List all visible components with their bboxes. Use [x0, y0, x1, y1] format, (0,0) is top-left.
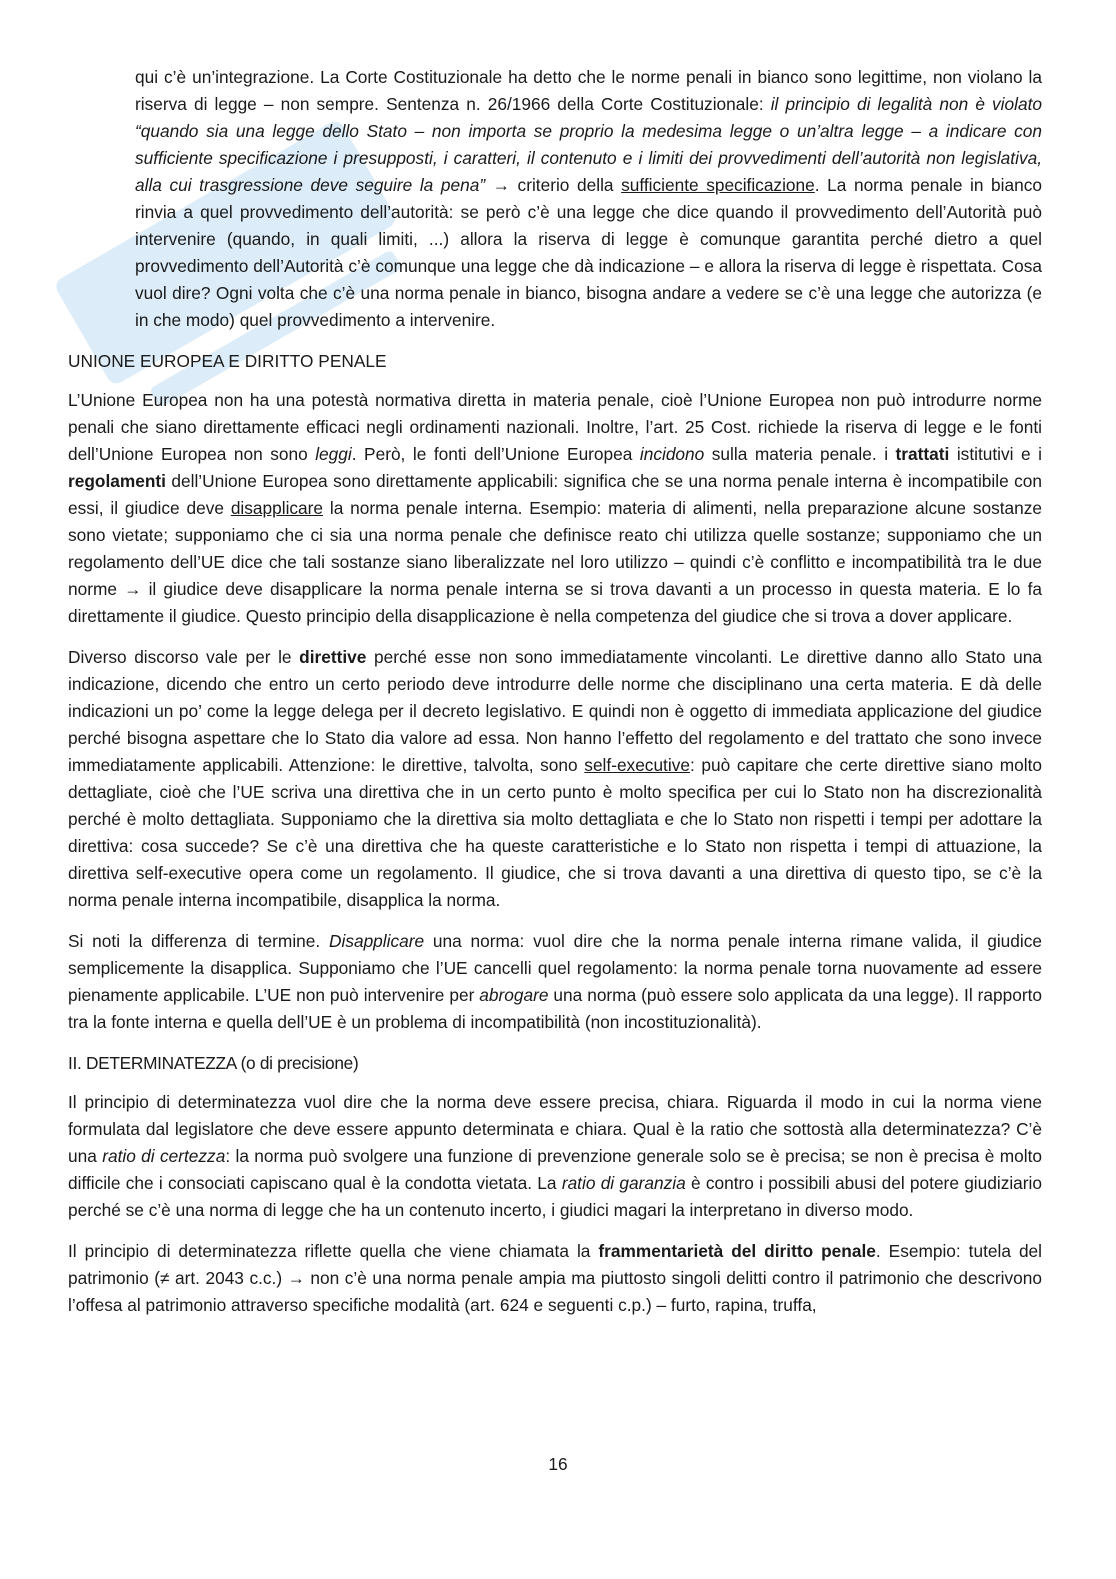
section-heading-determinatezza: II. DETERMINATEZZA (o di precisione) [68, 1053, 359, 1073]
paragraph-norme-in-bianco: qui c’è un’integrazione. La Corte Costituzionale ha detto che le norme penali in bianco sono legittime, non violano la riserva di legge – non sempre. Sentenza n. 26/1966 della Corte Costituzionale: il principio di legalità non è violato “quando sia una legge dello Stato – non importa se proprio la medesima legge o un’altra legge – a indicare con sufficiente specificazione i presupposti, i caratteri, il contenuto e i limiti dei provvedimenti dell’autorità non legislativa, alla cui trasgressione deve seguire la pena” → criterio della sufficiente specificazione. La norma penale in bianco rinvia a quel provvedimento dell’autorità: se però c’è una legge che dice quando il provvedimento dell’Autorità può intervenire (quando, in quali limiti, ...) allora la riserva di legge è comunque garantita perché dietro a quel provvedimento dell’Autorità c’è comunque una legge che dà indicazione – e allora la riserva di legge è rispettata. Cosa vuol dire? Ogni volta che c’è una norma penale in bianco, bisogna andare a vedere se c’è una legge che autorizza (e in che modo) quel provvedimento a intervenire. [135, 67, 1042, 330]
section-heading-ue: UNIONE EUROPEA E DIRITTO PENALE [68, 351, 387, 371]
document-page [68, 64, 1042, 1333]
paragraph-ue-fonti: L’Unione Europea non ha una potestà normativa diretta in materia penale, cioè l’Unione Europea non può introdurre norme penali che siano direttamente efficaci negli ordinamenti nazionali. Inoltre, l’art. 25 Cost. richiede la riserva di legge e le fonti dell’Unione Europea non sono leggi. Però, le fonti dell’Unione Europea incidono sulla materia penale. i trattati istitutivi e i regolamenti dell’Unione Europea sono direttamente applicabili: significa che se una norma penale interna è incompatibile con essi, il giudice deve disapplicare la norma penale interna. Esempio: materia di alimenti, nella preparazione alcune sostanze sono vietate; supponiamo che ci sia una norma penale che definisce reato chi utilizza quelle sostanze; supponiamo che un regolamento dell’UE dice che tali sostanze siano liberalizzate nel loro utilizzo – quindi c’è conflitto e incompatibilità tra le due norme → il giudice deve disapplicare la norma penale interna se si trova davanti a un processo in questa materia. E lo fa direttamente il giudice. Questo principio della disapplicazione è nella competenza del giudice che si trova a dover applicare. [68, 390, 1043, 626]
paragraph-disapplicare: Si noti la differenza di termine. Disapplicare una norma: vuol dire che la norma penale interna rimane valida, il giudice semplicemente la disapplica. Supponiamo che l’UE cancelli quel regolamento: la norma penale torna nuovamente ad essere pienamente applicabile. L’UE non può intervenire per abrogare una norma (può essere solo applicata da una legge). Il rapporto tra la fonte interna e quella dell’UE è un problema di incompatibilità (non incostituzionalità). [68, 931, 1042, 1032]
paragraph-frammentarieta: Il principio di determinatezza riflette quella che viene chiamata la frammentarietà del diritto penale. Esempio: tutela del patrimonio (≠ art. 2043 c.c.) → non c’è una norma penale ampia ma piuttosto singoli delitti contro il patrimonio che descrivono l’offesa al patrimonio attraverso specifiche modalità (art. 624 e seguenti c.p.) – furto, rapina, truffa, [68, 1241, 1043, 1315]
paragraph-determinatezza: Il principio di determinatezza vuol dire che la norma deve essere precisa, chiara. Riguarda il modo in cui la norma viene formulata dal legislatore che deve essere appunto determinata e chiara. Qual è la ratio che sottostà alla determinatezza? C’è una ratio di certezza: la norma può svolgere una funzione di prevenzione generale solo se è precisa; se non è precisa è molto difficile che i consociati capiscano qual è la condotta vietata. La ratio di garanzia è contro i possibili abusi del potere giudiziario perché se c’è una norma di legge che ha un contenuto incerto, i giudici magari la interpretano in diverso modo. [68, 1092, 1043, 1220]
paragraph-direttive: Diverso discorso vale per le direttive perché esse non sono immediatamente vincolanti. Le direttive danno allo Stato una indicazione, dicendo che entro un certo periodo deve introdurre delle norme che disciplinano una certa materia. E dà delle indicazioni un po’ come la legge delega per il decreto legislativo. E quindi non è oggetto di immediata applicazione del giudice perché bisogna aspettare che lo Stato dia valore ad essa. Non hanno l’effetto del regolamento e del trattato che sono invece immediatamente applicabili. Attenzione: le direttive, talvolta, sono self-executive: può capitare che certe direttive siano molto dettagliate, cioè che l’UE scriva una direttiva che in un certo punto è molto specifica per cui lo Stato non ha discrezionalità perché è molto dettagliata. Supponiamo che la direttiva sia molto dettagliata e che lo Stato non rispetti i tempi per adottare la direttiva: cosa succede? Se c’è una direttiva che ha queste caratteristiche e lo Stato non rispetta i tempi di attuazione, la direttiva self-executive opera come un regolamento. Il giudice, che si trova davanti a una direttiva di questo tipo, se c’è la norma penale interna incompatibile, disapplica la norma. [68, 647, 1042, 910]
page-number: 16 [548, 1454, 568, 1474]
